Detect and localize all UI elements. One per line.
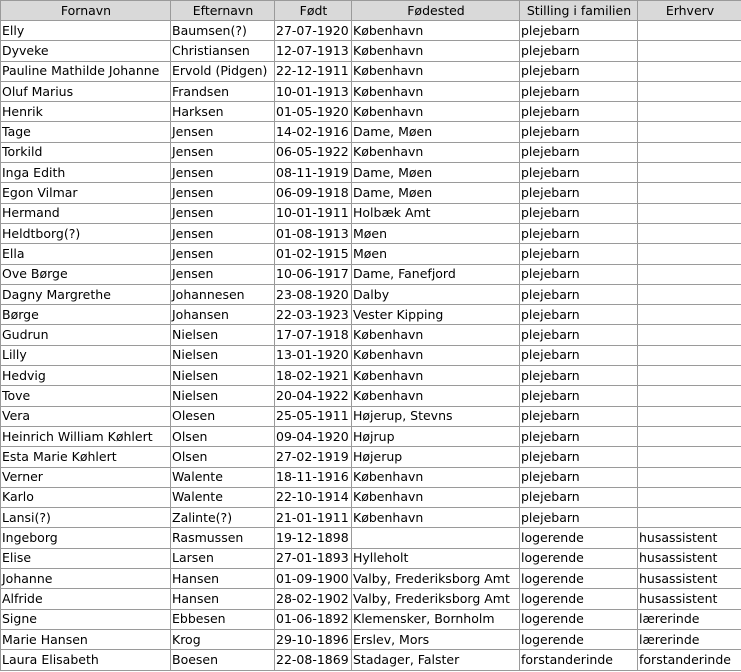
stilling-cell[interactable]: plejebarn — [520, 305, 638, 325]
fodt-cell[interactable]: 01-06-1892 — [275, 609, 352, 629]
fornavn-cell[interactable]: Heldtborg(?) — [1, 223, 171, 243]
efternavn-cell[interactable]: Johansen — [171, 305, 275, 325]
stilling-cell[interactable]: plejebarn — [520, 264, 638, 284]
fornavn-cell[interactable]: Signe — [1, 609, 171, 629]
fodt-cell[interactable]: 06-05-1922 — [275, 142, 352, 162]
fodested-cell[interactable]: Møen — [352, 244, 520, 264]
stilling-cell[interactable]: logerende — [520, 589, 638, 609]
stilling-cell[interactable]: plejebarn — [520, 163, 638, 183]
fodested-cell[interactable]: Dame, Møen — [352, 122, 520, 142]
table-row — [1, 203, 741, 223]
efternavn-cell[interactable]: Jensen — [171, 142, 275, 162]
fodested-cell[interactable]: Højerup — [352, 447, 520, 467]
efternavn-cell[interactable]: Jensen — [171, 264, 275, 284]
fornavn-cell[interactable]: Elise — [1, 548, 171, 568]
fodested-cell[interactable]: København — [352, 142, 520, 162]
fornavn-cell[interactable]: Elly — [1, 21, 171, 41]
fodt-cell[interactable]: 10-06-1917 — [275, 264, 352, 284]
table-row — [1, 305, 741, 325]
erhverv-cell[interactable] — [638, 41, 741, 61]
stilling-cell[interactable]: plejebarn — [520, 203, 638, 223]
fornavn-cell[interactable]: Oluf Marius — [1, 81, 171, 101]
efternavn-cell[interactable]: Krog — [171, 629, 275, 649]
fornavn-cell[interactable]: Hermand — [1, 203, 171, 223]
stilling-cell[interactable]: logerende — [520, 548, 638, 568]
stilling-cell[interactable]: plejebarn — [520, 467, 638, 487]
efternavn-cell[interactable]: Boesen — [171, 650, 275, 670]
efternavn-cell[interactable]: Ervold (Pidgen) — [171, 61, 275, 81]
stilling-cell[interactable]: plejebarn — [520, 487, 638, 507]
fornavn-cell[interactable]: Esta Marie Køhlert — [1, 447, 171, 467]
column-header-fodested[interactable]: Fødested — [352, 1, 520, 21]
fodt-cell[interactable]: 27-07-1920 — [275, 21, 352, 41]
stilling-cell[interactable]: plejebarn — [520, 142, 638, 162]
stilling-cell[interactable]: forstanderinde — [520, 650, 638, 670]
table-row — [1, 21, 741, 41]
stilling-cell[interactable]: logerende — [520, 609, 638, 629]
column-header-stilling[interactable]: Stilling i familien — [520, 1, 638, 21]
erhverv-cell[interactable] — [638, 102, 741, 122]
stilling-cell[interactable]: plejebarn — [520, 81, 638, 101]
table-row — [1, 163, 741, 183]
efternavn-cell[interactable]: Christiansen — [171, 41, 275, 61]
fornavn-cell[interactable]: Heinrich William Køhlert — [1, 426, 171, 446]
stilling-cell[interactable]: plejebarn — [520, 21, 638, 41]
erhverv-cell[interactable] — [638, 284, 741, 304]
table-row — [1, 142, 741, 162]
efternavn-cell[interactable]: Rasmussen — [171, 528, 275, 548]
fornavn-cell[interactable]: Dyveke — [1, 41, 171, 61]
erhverv-cell[interactable] — [638, 81, 741, 101]
fodt-cell[interactable]: 27-02-1919 — [275, 447, 352, 467]
fornavn-cell[interactable]: Pauline Mathilde Johanne — [1, 61, 171, 81]
efternavn-cell[interactable]: Hansen — [171, 569, 275, 589]
stilling-cell[interactable]: plejebarn — [520, 284, 638, 304]
fornavn-cell[interactable]: Laura Elisabeth — [1, 650, 171, 670]
fodt-cell[interactable]: 20-04-1922 — [275, 386, 352, 406]
fornavn-cell[interactable]: Ingeborg — [1, 528, 171, 548]
efternavn-cell[interactable]: Walente — [171, 467, 275, 487]
fodested-cell[interactable] — [352, 528, 520, 548]
fodested-cell[interactable]: Dame, Møen — [352, 163, 520, 183]
fodt-cell[interactable]: 18-11-1916 — [275, 467, 352, 487]
fodested-cell[interactable]: København — [352, 386, 520, 406]
efternavn-cell[interactable]: Jensen — [171, 203, 275, 223]
fodested-cell[interactable]: Klemensker, Bornholm — [352, 609, 520, 629]
erhverv-cell[interactable] — [638, 203, 741, 223]
erhverv-cell[interactable]: lærerinde — [638, 629, 741, 649]
fodested-cell[interactable]: Dame, Møen — [352, 183, 520, 203]
table-row — [1, 284, 741, 304]
header-row — [1, 1, 741, 21]
fodt-cell[interactable]: 18-02-1921 — [275, 366, 352, 386]
fodt-cell[interactable]: 10-01-1911 — [275, 203, 352, 223]
fodested-cell[interactable]: Møen — [352, 223, 520, 243]
stilling-cell[interactable]: plejebarn — [520, 122, 638, 142]
fornavn-cell[interactable]: Torkild — [1, 142, 171, 162]
table-row — [1, 366, 741, 386]
efternavn-cell[interactable]: Nielsen — [171, 366, 275, 386]
efternavn-cell[interactable]: Jensen — [171, 163, 275, 183]
stilling-cell[interactable]: plejebarn — [520, 406, 638, 426]
erhverv-cell[interactable] — [638, 366, 741, 386]
fodt-cell[interactable]: 21-01-1911 — [275, 508, 352, 528]
table-row — [1, 650, 741, 670]
stilling-cell[interactable]: plejebarn — [520, 447, 638, 467]
efternavn-cell[interactable]: Jensen — [171, 122, 275, 142]
table-row — [1, 508, 741, 528]
stilling-cell[interactable]: logerende — [520, 528, 638, 548]
fodt-cell[interactable]: 10-01-1913 — [275, 81, 352, 101]
table-row — [1, 487, 741, 507]
fodt-cell[interactable]: 13-01-1920 — [275, 345, 352, 365]
stilling-cell[interactable]: plejebarn — [520, 61, 638, 81]
erhverv-cell[interactable] — [638, 406, 741, 426]
table-header — [1, 1, 741, 21]
stilling-cell[interactable]: plejebarn — [520, 386, 638, 406]
table-row — [1, 386, 741, 406]
stilling-cell[interactable]: logerende — [520, 569, 638, 589]
fodt-cell[interactable]: 19-12-1898 — [275, 528, 352, 548]
efternavn-cell[interactable]: Hansen — [171, 589, 275, 609]
fodt-cell[interactable]: 01-05-1920 — [275, 102, 352, 122]
fodested-cell[interactable]: Vester Kipping — [352, 305, 520, 325]
fodested-cell[interactable]: København — [352, 21, 520, 41]
fodt-cell[interactable]: 27-01-1893 — [275, 548, 352, 568]
fodt-cell[interactable]: 22-10-1914 — [275, 487, 352, 507]
erhverv-cell[interactable]: husassistent — [638, 589, 741, 609]
stilling-cell[interactable]: plejebarn — [520, 426, 638, 446]
table-row — [1, 426, 741, 446]
table-row — [1, 264, 741, 284]
erhverv-cell[interactable] — [638, 487, 741, 507]
efternavn-cell[interactable]: Baumsen(?) — [171, 21, 275, 41]
table-row — [1, 81, 741, 101]
table-row — [1, 589, 741, 609]
stilling-cell[interactable]: plejebarn — [520, 508, 638, 528]
efternavn-cell[interactable]: Nielsen — [171, 325, 275, 345]
table-row — [1, 569, 741, 589]
fodt-cell[interactable]: 23-08-1920 — [275, 284, 352, 304]
fodt-cell[interactable]: 01-02-1915 — [275, 244, 352, 264]
fornavn-cell[interactable]: Karlo — [1, 487, 171, 507]
fodested-cell[interactable]: Holbæk Amt — [352, 203, 520, 223]
erhverv-cell[interactable] — [638, 264, 741, 284]
stilling-cell[interactable]: plejebarn — [520, 183, 638, 203]
efternavn-cell[interactable]: Walente — [171, 487, 275, 507]
table-row — [1, 122, 741, 142]
fornavn-cell[interactable]: Marie Hansen — [1, 629, 171, 649]
fodt-cell[interactable]: 22-08-1869 — [275, 650, 352, 670]
fodested-cell[interactable]: Valby, Frederiksborg Amt — [352, 589, 520, 609]
table-row — [1, 244, 741, 264]
efternavn-cell[interactable]: Johannesen — [171, 284, 275, 304]
fornavn-cell[interactable]: Hedvig — [1, 366, 171, 386]
column-header-fornavn[interactable]: Fornavn — [1, 1, 171, 21]
fornavn-cell[interactable]: Johanne — [1, 569, 171, 589]
table-row — [1, 41, 741, 61]
efternavn-cell[interactable]: Nielsen — [171, 386, 275, 406]
fornavn-cell[interactable]: Tage — [1, 122, 171, 142]
erhverv-cell[interactable] — [638, 21, 741, 41]
table-row — [1, 447, 741, 467]
erhverv-cell[interactable] — [638, 305, 741, 325]
stilling-cell[interactable]: logerende — [520, 629, 638, 649]
fodested-cell[interactable]: København — [352, 81, 520, 101]
fodt-cell[interactable]: 25-05-1911 — [275, 406, 352, 426]
erhverv-cell[interactable]: husassistent — [638, 569, 741, 589]
fornavn-cell[interactable]: Ella — [1, 244, 171, 264]
efternavn-cell[interactable]: Nielsen — [171, 345, 275, 365]
fodt-cell[interactable]: 14-02-1916 — [275, 122, 352, 142]
fodt-cell[interactable]: 12-07-1913 — [275, 41, 352, 61]
fodested-cell[interactable]: Dalby — [352, 284, 520, 304]
table-row — [1, 467, 741, 487]
erhverv-cell[interactable] — [638, 447, 741, 467]
fodt-cell[interactable]: 08-11-1919 — [275, 163, 352, 183]
fodested-cell[interactable]: Højrup — [352, 426, 520, 446]
fornavn-cell[interactable]: Tove — [1, 386, 171, 406]
erhverv-cell[interactable]: husassistent — [638, 528, 741, 548]
fodested-cell[interactable]: København — [352, 41, 520, 61]
stilling-cell[interactable]: plejebarn — [520, 244, 638, 264]
erhverv-cell[interactable] — [638, 467, 741, 487]
erhverv-cell[interactable] — [638, 61, 741, 81]
table-row — [1, 609, 741, 629]
fornavn-cell[interactable]: Egon Vilmar — [1, 183, 171, 203]
erhverv-cell[interactable]: lærerinde — [638, 609, 741, 629]
table-row — [1, 629, 741, 649]
table-row — [1, 548, 741, 568]
efternavn-cell[interactable]: Frandsen — [171, 81, 275, 101]
erhverv-cell[interactable] — [638, 325, 741, 345]
fodt-cell[interactable]: 29-10-1896 — [275, 629, 352, 649]
column-header-erhverv[interactable]: Erhverv — [638, 1, 741, 21]
efternavn-cell[interactable]: Olesen — [171, 406, 275, 426]
table-row — [1, 325, 741, 345]
erhverv-cell[interactable] — [638, 508, 741, 528]
fodt-cell[interactable]: 17-07-1918 — [275, 325, 352, 345]
fodested-cell[interactable]: København — [352, 366, 520, 386]
fodt-cell[interactable]: 01-09-1900 — [275, 569, 352, 589]
fornavn-cell[interactable]: Ove Børge — [1, 264, 171, 284]
fornavn-cell[interactable]: Dagny Margrethe — [1, 284, 171, 304]
fodested-cell[interactable]: Dame, Fanefjord — [352, 264, 520, 284]
stilling-cell[interactable]: plejebarn — [520, 223, 638, 243]
fodested-cell[interactable]: København — [352, 345, 520, 365]
erhverv-cell[interactable] — [638, 122, 741, 142]
erhverv-cell[interactable]: husassistent — [638, 548, 741, 568]
erhverv-cell[interactable] — [638, 345, 741, 365]
table-body — [1, 21, 741, 671]
erhverv-cell[interactable] — [638, 142, 741, 162]
fornavn-cell[interactable]: Gudrun — [1, 325, 171, 345]
erhverv-cell[interactable] — [638, 163, 741, 183]
erhverv-cell[interactable] — [638, 244, 741, 264]
erhverv-cell[interactable] — [638, 426, 741, 446]
table-row — [1, 223, 741, 243]
fodested-cell[interactable]: København — [352, 508, 520, 528]
table-row — [1, 61, 741, 81]
fornavn-cell[interactable]: Henrik — [1, 102, 171, 122]
fornavn-cell[interactable]: Vera — [1, 406, 171, 426]
efternavn-cell[interactable]: Larsen — [171, 548, 275, 568]
erhverv-cell[interactable] — [638, 183, 741, 203]
efternavn-cell[interactable]: Harksen — [171, 102, 275, 122]
fornavn-cell[interactable]: Inga Edith — [1, 163, 171, 183]
efternavn-cell[interactable]: Jensen — [171, 244, 275, 264]
efternavn-cell[interactable]: Jensen — [171, 183, 275, 203]
efternavn-cell[interactable]: Zalinte(?) — [171, 508, 275, 528]
fodt-cell[interactable]: 09-04-1920 — [275, 426, 352, 446]
stilling-cell[interactable]: plejebarn — [520, 345, 638, 365]
efternavn-cell[interactable]: Olsen — [171, 426, 275, 446]
erhverv-cell[interactable] — [638, 386, 741, 406]
fodested-cell[interactable]: Stadager, Falster — [352, 650, 520, 670]
fornavn-cell[interactable]: Verner — [1, 467, 171, 487]
table-row — [1, 406, 741, 426]
fornavn-cell[interactable]: Børge — [1, 305, 171, 325]
fodt-cell[interactable]: 28-02-1902 — [275, 589, 352, 609]
fornavn-cell[interactable]: Alfride — [1, 589, 171, 609]
fodested-cell[interactable]: København — [352, 102, 520, 122]
fornavn-cell[interactable]: Lilly — [1, 345, 171, 365]
fodested-cell[interactable]: Erslev, Mors — [352, 629, 520, 649]
column-header-fodt[interactable]: Født — [275, 1, 352, 21]
table-row — [1, 528, 741, 548]
stilling-cell[interactable]: plejebarn — [520, 366, 638, 386]
erhverv-cell[interactable] — [638, 223, 741, 243]
fodt-cell[interactable]: 01-08-1913 — [275, 223, 352, 243]
fodested-cell[interactable]: Valby, Frederiksborg Amt — [352, 569, 520, 589]
stilling-cell[interactable]: plejebarn — [520, 325, 638, 345]
stilling-cell[interactable]: plejebarn — [520, 41, 638, 61]
column-header-efternavn[interactable]: Efternavn — [171, 1, 275, 21]
efternavn-cell[interactable]: Ebbesen — [171, 609, 275, 629]
erhverv-cell[interactable]: forstanderinde — [638, 650, 741, 670]
fodt-cell[interactable]: 22-12-1911 — [275, 61, 352, 81]
stilling-cell[interactable]: plejebarn — [520, 102, 638, 122]
fodested-cell[interactable]: Højerup, Stevns — [352, 406, 520, 426]
fodested-cell[interactable]: København — [352, 325, 520, 345]
fodested-cell[interactable]: København — [352, 61, 520, 81]
fodested-cell[interactable]: København — [352, 467, 520, 487]
table-row — [1, 102, 741, 122]
efternavn-cell[interactable]: Olsen — [171, 447, 275, 467]
fodt-cell[interactable]: 06-09-1918 — [275, 183, 352, 203]
fodested-cell[interactable]: Hylleholt — [352, 548, 520, 568]
fodested-cell[interactable]: København — [352, 487, 520, 507]
fodt-cell[interactable]: 22-03-1923 — [275, 305, 352, 325]
fornavn-cell[interactable]: Lansi(?) — [1, 508, 171, 528]
efternavn-cell[interactable]: Jensen — [171, 223, 275, 243]
table-row — [1, 183, 741, 203]
table-row — [1, 345, 741, 365]
